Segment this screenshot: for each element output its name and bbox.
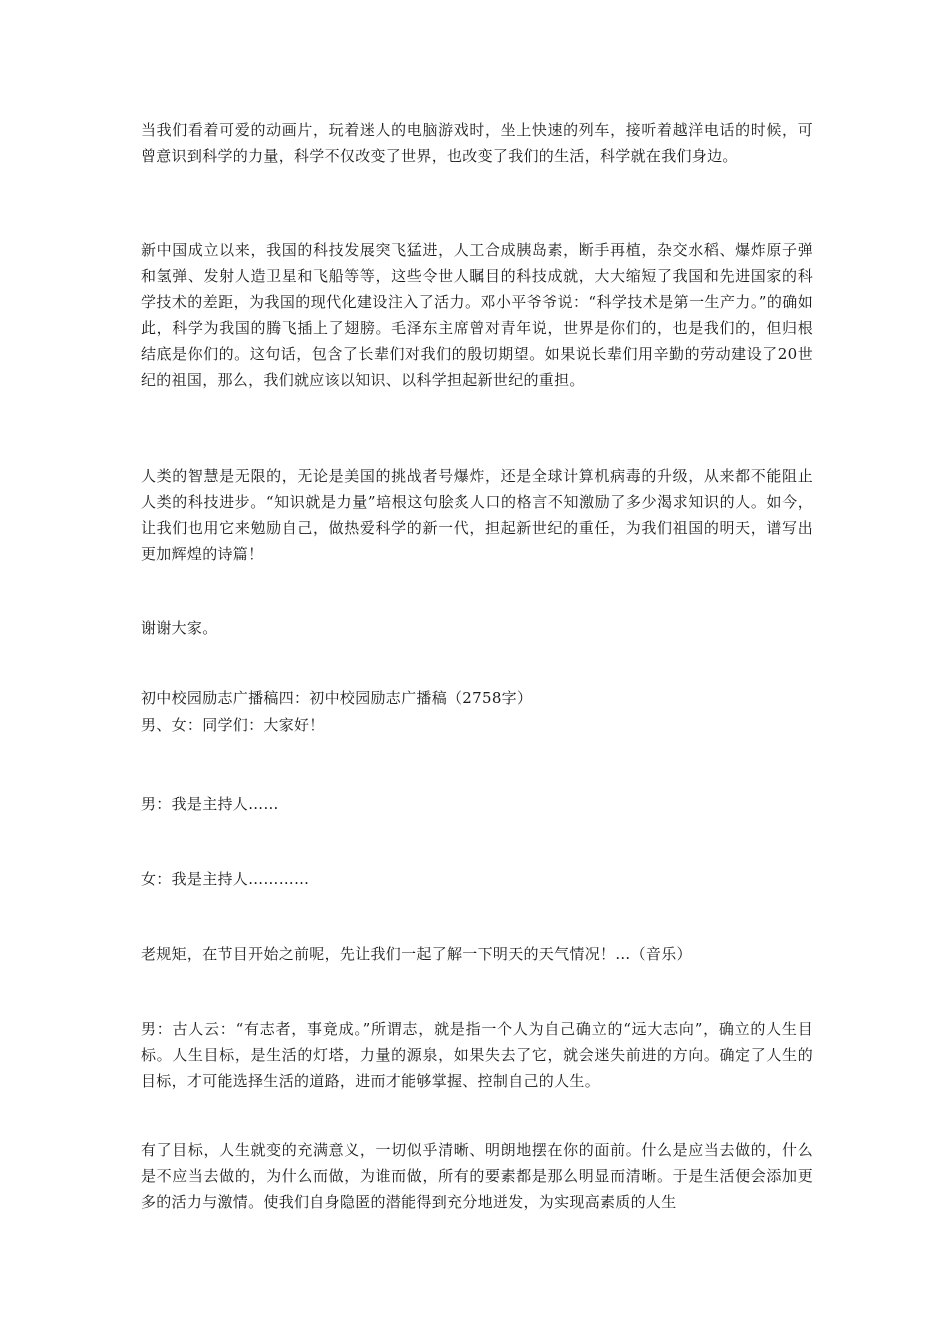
paragraph-meaningful-life: 有了目标，人生就变的充满意义，一切似乎清晰、明朗地摆在你的面前。什么是应当去做的，什么是不应当去做的，为什么而做，为谁而做，所有的要素都是那么明显而清晰。于是生活便会添加更多的活力与激情。使我们自身隐匿的潜能得到充分地迸发，为实现高素质的人生 [141, 1141, 813, 1211]
male-host-line: 男：我是主持人…… [141, 795, 279, 813]
greeting-line: 男、女：同学们：大家好！ [141, 716, 325, 734]
paragraph-china-tech-achievements: 新中国成立以来，我国的科技发展突飞猛进，人工合成胰岛素，断手再植，杂交水稻、爆炸原子弹和氢弹、发射人造卫星和飞船等等，这些令世人瞩目的科技成就，大大缩短了我国和先进国家的科学技术的差距，为我国的现代化建设注入了活力。邓小平爷爷说：“科学技术是第一生产力。”的确如此，科学为我国的腾飞插上了翅膀。毛泽东主席曾对青年说，世界是你们的，也是我们的，但归根结底是你们的。这句话，包含了长辈们对我们的殷切期望。如果说长辈们用辛勤的劳动建设了20世纪的祖国，那么，我们就应该以知识、以科学担起新世纪的重担。 [141, 241, 813, 389]
paragraph-science-around-us: 当我们看着可爱的动画片，玩着迷人的电脑游戏时，坐上快速的列车，接听着越洋电话的时候，可曾意识到科学的力量，科学不仅改变了世界，也改变了我们的生活，科学就在我们身边。 [141, 121, 813, 165]
weather-intro-line: 老规矩，在节目开始之前呢，先让我们一起了解一下明天的天气情况！…（音乐） [141, 945, 692, 963]
paragraph-human-wisdom: 人类的智慧是无限的，无论是美国的挑战者号爆炸，还是全球计算机病毒的升级，从来都不能阻止人类的科技进步。“知识就是力量”培根这句脍炙人口的格言不知激励了多少渴求知识的人。如今，让我们也用它来勉励自己，做热爱科学的新一代，担起新世纪的重任，为我们祖国的明天，谱写出更加辉煌的诗篇！ [141, 467, 813, 563]
paragraph-life-goals: 男：古人云：“有志者，事竟成。”所谓志，就是指一个人为自己确立的“远大志向”，确立的人生目标。人生目标，是生活的灯塔，力量的源泉，如果失去了它，就会迷失前进的方向。确定了人生的目标，才可能选择生活的道路，进而才能够掌握、控制自己的人生。 [141, 1020, 813, 1090]
section-heading: 初中校园励志广播稿四：初中校园励志广播稿（2758字） [141, 689, 533, 707]
paragraph-thanks: 谢谢大家。 [141, 619, 218, 637]
female-host-line: 女：我是主持人………… [141, 870, 310, 888]
